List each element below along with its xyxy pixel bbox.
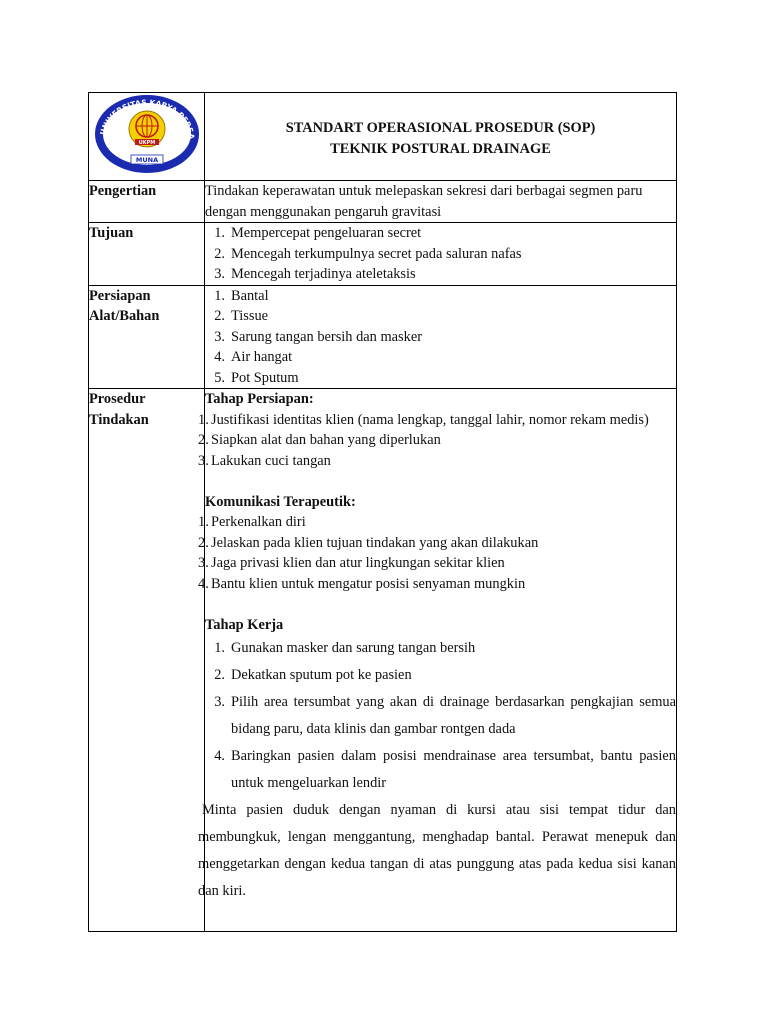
logo-center-text: UKPM [138, 140, 155, 146]
list-item: 2. Dekatkan sputum pot ke pasien [214, 667, 412, 683]
tahap-kerja-paragraph: Minta pasien duduk dengan nyaman di kursi atau sisi tempat tidur dan membungkuk, lengan menggantung, menghadap bantal. Perawat menepuk dan menggetarkan dengan kedua tangan di atas punggung atas pada kedua sisi kanan dan kiri. [198, 802, 676, 899]
list-item: 1. Gunakan masker dan sarung tangan bersih [214, 640, 476, 656]
tujuan-content [205, 223, 677, 286]
logo-ring-text: UNIVERSITAS KARYA PERSA [97, 97, 196, 140]
document-title-line1: STANDART OPERASIONAL PROSEDUR (SOP) [285, 119, 596, 136]
pengertian-text: Tindakan keperawatan untuk melepaskan sekresi dari berbagai segmen paru dengan menggunakan pengaruh gravitasi [205, 181, 677, 223]
persiapan-list [205, 286, 676, 389]
komunikasi-heading: Komunikasi Terapeutik: [205, 493, 356, 510]
list-item: 3. Pilih area tersumbat yang akan di drainage berdasarkan pengkajian semua bidang paru, data klinis dan gambar rontgen dada [214, 694, 676, 737]
list-item: 2. Tissue [214, 308, 269, 324]
sop-table [88, 92, 677, 932]
header-row [89, 93, 677, 181]
list-item: 5. Pot Sputum [214, 369, 299, 386]
prosedur-content [198, 389, 677, 932]
list-item: 2. Jelaskan pada klien tujuan tindakan yang akan dilakukan [198, 534, 539, 551]
document-title-line2: TEKNIK POSTURAL DRAINAGE [330, 140, 551, 157]
list-item: 3. Jaga privasi klien dan atur lingkungan sekitar klien [198, 555, 505, 571]
university-logo [93, 93, 201, 175]
list-item: 4. Bantu klien untuk mengatur posisi senyaman mungkin [198, 575, 526, 592]
list-item: 4. Baringkan pasien dalam posisi mendrainase area tersumbat, bantu pasien untuk mengeluarkan lendir [214, 748, 676, 791]
logo-bottom-text: MUNA [135, 156, 158, 164]
tahap-persiapan-heading: Tahap Persiapan: [205, 391, 314, 407]
pengertian-label: Pengertian [89, 181, 205, 223]
tahap-persiapan-list [198, 410, 676, 472]
prosedur-label: Prosedur Tindakan [89, 389, 205, 932]
tahap-kerja-list [205, 635, 676, 797]
list-item: 1. Mempercepat pengeluaran secret [214, 225, 422, 241]
list-item: 1. Bantal [214, 287, 269, 304]
logo-cell [89, 93, 205, 181]
persiapan-row [89, 285, 677, 389]
tujuan-list [205, 223, 676, 285]
list-item: 3. Sarung tangan bersih dan masker [214, 328, 423, 345]
list-item: 3. Lakukan cuci tangan [198, 452, 331, 469]
tahap-kerja-heading: Tahap Kerja [205, 616, 284, 633]
list-item: 3. Mencegah terjadinya ateletaksis [214, 266, 416, 282]
list-item: 4. Air hangat [214, 349, 293, 365]
tujuan-label: Tujuan [89, 223, 205, 286]
tujuan-row [89, 223, 677, 286]
title-cell [205, 93, 677, 181]
persiapan-label: Persiapan Alat/Bahan [89, 285, 205, 389]
list-item: 2. Mencegah terkumpulnya secret pada saluran nafas [214, 245, 522, 262]
list-item: 2. Siapkan alat dan bahan yang diperlukan [198, 432, 441, 448]
pengertian-row [89, 181, 677, 223]
prosedur-row [89, 389, 677, 932]
list-item: 1. Perkenalkan diri [198, 514, 306, 530]
persiapan-content [205, 285, 677, 389]
komunikasi-list [198, 512, 676, 594]
list-item: 1. Justifikasi identitas klien (nama lengkap, tanggal lahir, nomor rekam medis) [198, 411, 649, 428]
